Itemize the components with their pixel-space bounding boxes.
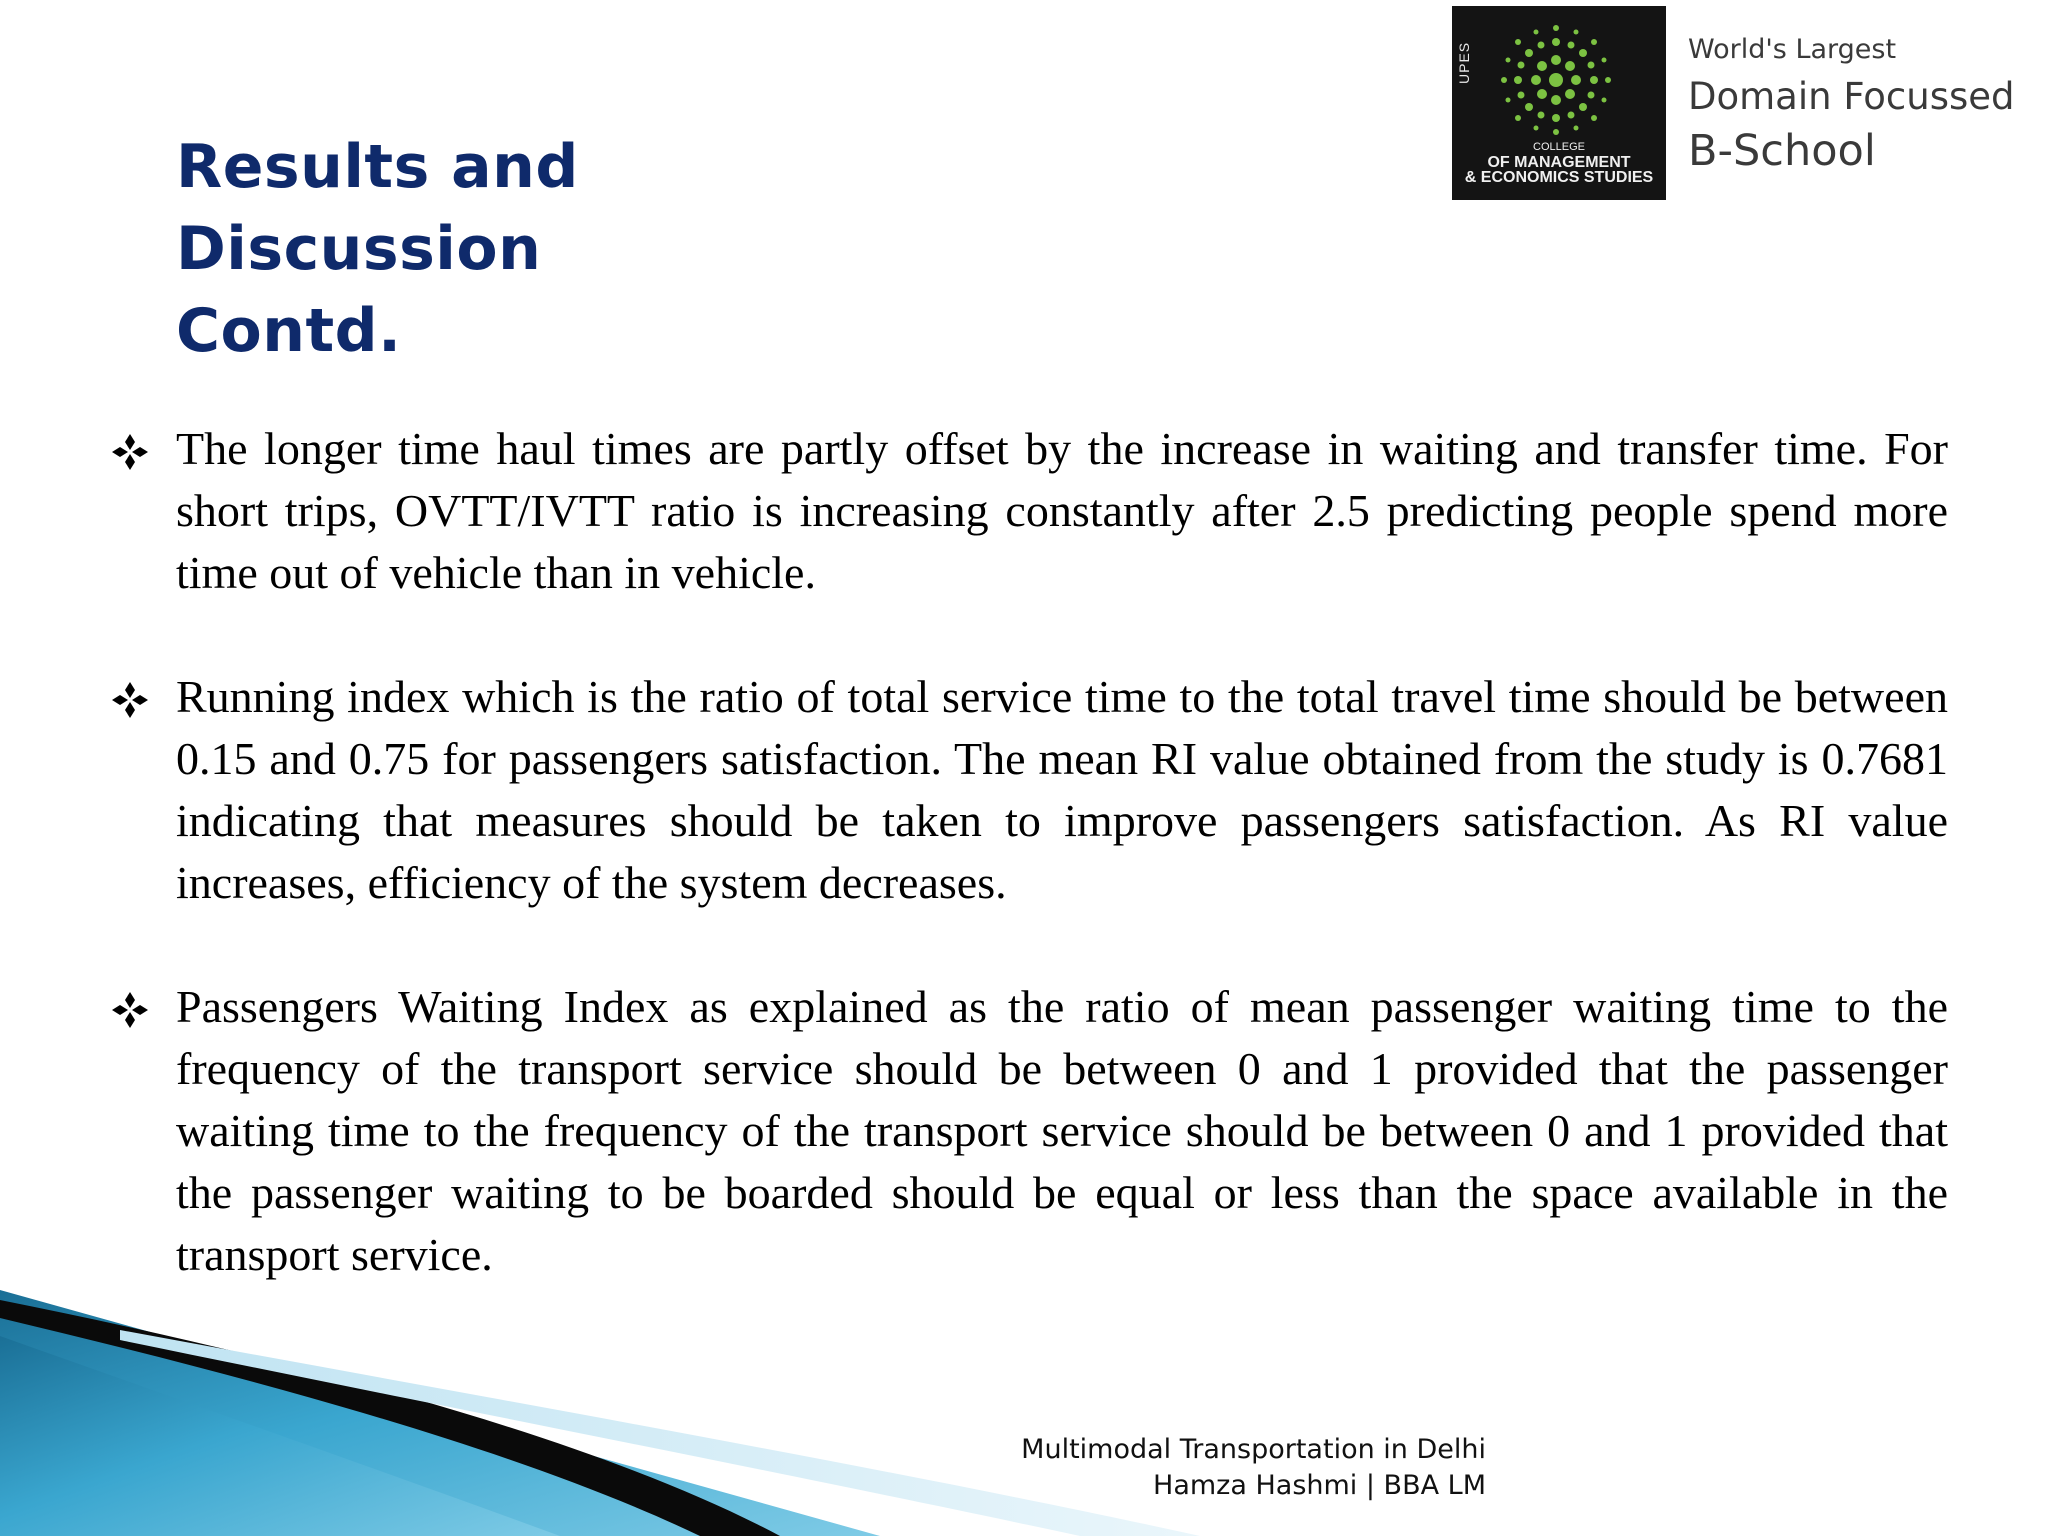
- logo-college-name: [1452, 140, 1666, 185]
- footer-line-1: Multimodal Transportation in Delhi: [1021, 1434, 1486, 1465]
- title-line-1: Results and Discussion: [176, 132, 579, 284]
- list-item: [110, 418, 1948, 604]
- logo-college-line-1: COLLEGE: [1533, 141, 1585, 153]
- tagline-line-1: World's Largest: [1688, 34, 1897, 65]
- list-item: [110, 666, 1948, 914]
- logo-vertical-text: UPES: [1456, 41, 1472, 84]
- school-tagline: [1688, 30, 2038, 178]
- bullet-list: [110, 418, 1948, 1348]
- list-item: [110, 976, 1948, 1286]
- logo-college-line-3: & ECONOMICS STUDIES: [1464, 169, 1654, 186]
- logo-college-line-2: OF MANAGEMENT: [1487, 154, 1631, 171]
- bullet-text-3: Passengers Waiting Index as explained as the ratio of mean passenger waiting time to the frequency of the transport service should be between 0 and 1 provided that the passenger waiting time to the frequency of the transport service should be between 0 and 1 provided that the passenger waiting to be boarded should be equal or less than the space available in the transport service.: [176, 981, 1948, 1280]
- diamond-bullet-icon: [110, 432, 150, 472]
- page-title: [176, 126, 936, 372]
- college-logo: [1452, 6, 1666, 200]
- tagline-line-3: B-School: [1688, 126, 1876, 176]
- slide-footer: [1021, 1432, 1486, 1504]
- diamond-bullet-icon: [110, 990, 150, 1030]
- diamond-bullet-icon: [110, 680, 150, 720]
- dot-emblem-icon: [1496, 20, 1616, 140]
- title-line-2: Contd.: [176, 296, 402, 366]
- bullet-text-2: Running index which is the ratio of total service time to the total travel time should be between 0.15 and 0.75 for passengers satisfaction. The mean RI value obtained from the study is 0.7681 indicating that measures should be taken to improve passengers satisfaction. As RI value increases, efficiency of the system decreases.: [176, 671, 1948, 908]
- footer-line-2: Hamza Hashmi | BBA LM: [1153, 1470, 1486, 1501]
- tagline-line-2: Domain Focussed: [1688, 75, 2015, 118]
- bullet-text-1: The longer time haul times are partly offset by the increase in waiting and transfer time. For short trips, OVTT/IVTT ratio is increasing constantly after 2.5 predicting people spend more time out of vehicle than in vehicle.: [176, 423, 1948, 598]
